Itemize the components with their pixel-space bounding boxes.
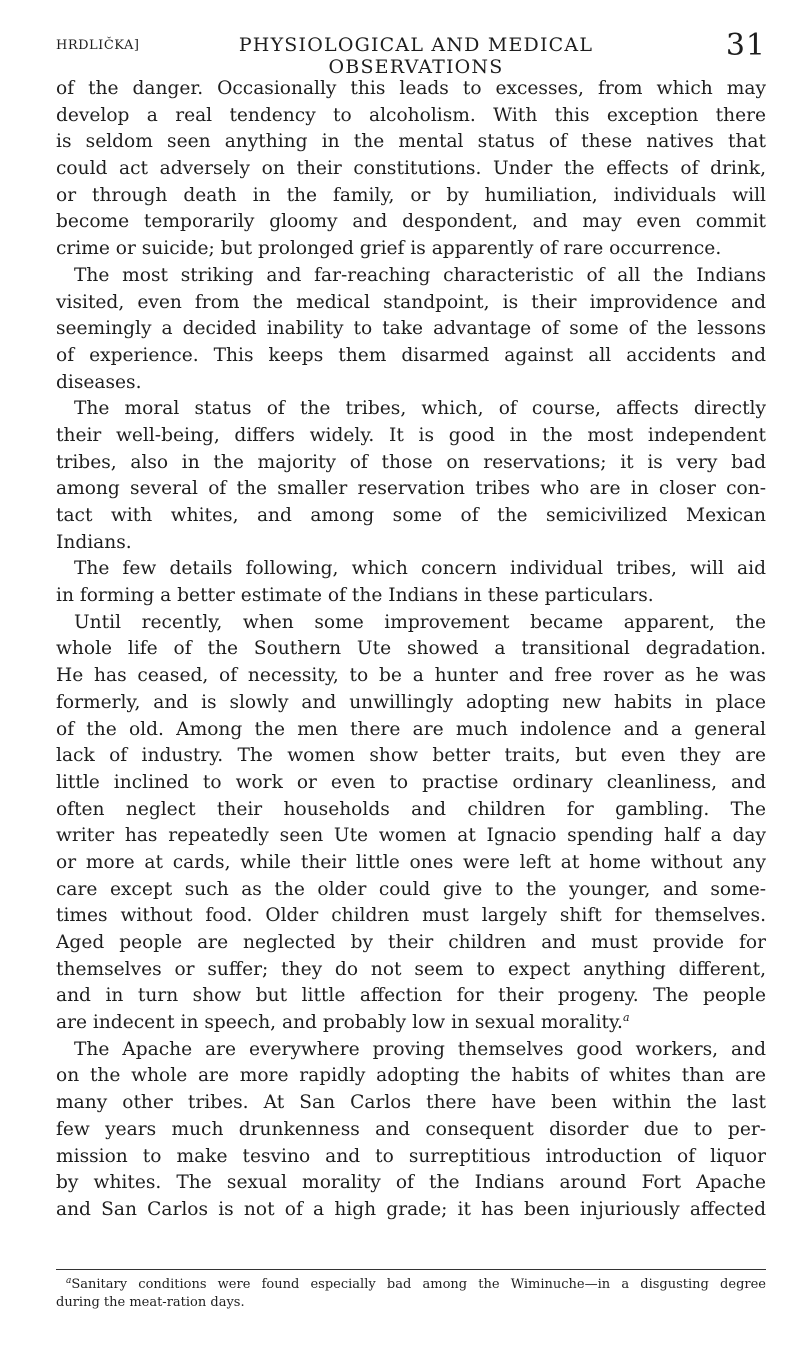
text-line: crime or suicide; but prolonged grief is apparently of rare occurrence. [56, 238, 722, 260]
text-line: diseases. [56, 371, 142, 393]
text-line: their well-being, differs widely. It is good in the most independent [56, 424, 766, 446]
text-line: and San Carlos is not of a high grade; it has been injuriously affected [56, 1198, 766, 1220]
footnote [56, 1276, 766, 1312]
text-line-with-footnote-ref [56, 1010, 766, 1037]
text-line: of experience. This keeps them disarmed against all accidents and [56, 344, 766, 366]
text-line: by whites. The sexual morality of the Indians around Fort Apache [56, 1172, 766, 1194]
footnote-reference: a [622, 1010, 630, 1024]
text-line: become temporarily gloomy and despondent, and may even commit [56, 211, 766, 233]
footnote-line: during the meat-ration days. [56, 1295, 245, 1310]
text-line: care except such as the older could give to the younger, and some- [56, 878, 766, 900]
text-line: The Apache are everywhere proving themselves good workers, and [74, 1038, 766, 1060]
text-line: lack of industry. The women show better traits, but even they are [56, 745, 766, 767]
text-line: many other tribes. At San Carlos there have been within the last [56, 1092, 766, 1114]
text-line: formerly, and is slowly and unwillingly adopting new habits in place [56, 691, 766, 713]
footnote-line [56, 1276, 766, 1294]
text-line: on the whole are more rapidly adopting the habits of whites than are [56, 1065, 766, 1087]
text-line: or more at cards, while their little ones were left at home without any [56, 851, 766, 873]
text-line: of the danger. Occasionally this leads to excesses, from which may [56, 78, 766, 99]
text-line: The few details following, which concern individual tribes, will aid [74, 558, 766, 580]
text-line: Aged people are neglected by their children and must provide for [56, 932, 766, 953]
text-line: visited, even from the medical standpoint, is their improvidence and [56, 291, 766, 313]
text-line: among several of the smaller reservation tribes who are in closer con- [56, 478, 766, 500]
text-line: themselves or suffer; they do not seem to expect anything different, [56, 958, 766, 980]
text-line: The moral status of the tribes, which, of course, affects directly [74, 398, 766, 420]
text-line: The most striking and far-reaching characteristic of all the Indians [74, 264, 766, 286]
text-line: and in turn show but little affection for their progeny. The people [56, 985, 766, 1007]
text-line: could act adversely on their constitutions. Under the effects of drink, [56, 158, 766, 180]
text-line: seemingly a decided inability to take advantage of some of the lessons [56, 318, 766, 340]
text-line: is seldom seen anything in the mental status of these natives that [56, 131, 766, 153]
text-line: Until recently, when some improvement became apparent, the [74, 611, 766, 633]
text-line: little inclined to work or even to practise ordinary cleanliness, and [56, 771, 766, 793]
text-line: He has ceased, of necessity, to be a hunter and free rover as he was [56, 665, 766, 687]
text-line: few years much drunkenness and consequent disorder due to per- [56, 1118, 766, 1140]
text-line: Indians. [56, 531, 132, 553]
text-line: whole life of the Southern Ute showed a transitional degradation. [56, 638, 766, 660]
footnote-marker: a [66, 1276, 72, 1286]
text-line: writer has repeatedly seen Ute women at Ignacio spending half a day [56, 825, 766, 847]
text-line: times without food. Older children must largely shift for themselves. [56, 905, 766, 927]
text-line: often neglect their households and children for gambling. The [56, 798, 766, 820]
text-line: mission to make tesvino and to surreptitious introduction of liquor [56, 1145, 766, 1167]
text-line: develop a real tendency to alcoholism. With this exception there [56, 104, 766, 126]
text-line: or through death in the family, or by humiliation, individuals will [56, 184, 766, 206]
running-head [56, 28, 766, 78]
text-line: in forming a better estimate of the Indians in these particulars. [56, 585, 654, 607]
body-text [56, 76, 766, 1224]
page-number: 31 [725, 28, 766, 63]
text-line: tact with whites, and among some of the semicivilized Mexican [56, 505, 766, 526]
running-head-title: PHYSIOLOGICAL AND MEDICAL OBSERVATIONS [238, 34, 594, 78]
footnote-text: Sanitary conditions were found especially bad among the Wiminuche—in a disgusting degree [71, 1277, 766, 1292]
text-line: are indecent in speech, and probably low in sexual morality. [56, 1012, 623, 1034]
text-line: tribes, also in the majority of those on reservations; it is very bad [56, 451, 766, 473]
text-line: of the old. Among the men there are much indolence and a general [56, 718, 766, 740]
running-head-author: HRDLIČKA] [56, 38, 140, 53]
footnote-divider [56, 1269, 766, 1270]
